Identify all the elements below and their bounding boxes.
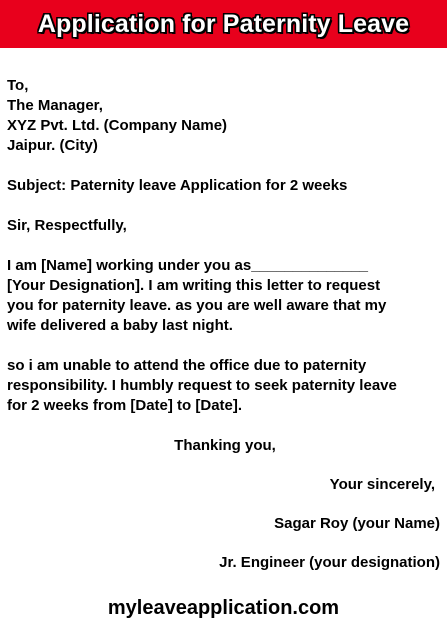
page-title: Application for Paternity Leave bbox=[37, 9, 410, 38]
letter-body bbox=[7, 76, 443, 573]
paragraph-one bbox=[7, 256, 443, 336]
paragraph-line: you for paternity leave. as you are well aware that my bbox=[7, 297, 387, 314]
subject-line: Subject: Paternity leave Application for 2 weeks bbox=[7, 177, 348, 194]
salutation: Sir, Respectfully, bbox=[7, 217, 127, 234]
paragraph-line: responsibility. I humbly request to seek paternity leave bbox=[7, 377, 397, 394]
website-footer: myleaveapplication.com bbox=[107, 597, 340, 619]
recipient-line: XYZ Pvt. Ltd. (Company Name) bbox=[7, 117, 228, 134]
paragraph-line: wife delivered a baby last night. bbox=[7, 317, 233, 334]
thanks-line: Thanking you, bbox=[174, 437, 276, 454]
recipient-line: The Manager, bbox=[7, 97, 103, 114]
recipient-line: Jaipur. (City) bbox=[7, 137, 98, 154]
paragraph-line: for 2 weeks from [Date] to [Date]. bbox=[7, 397, 243, 414]
paragraph-line: so i am unable to attend the office due to paternity bbox=[7, 357, 367, 374]
paragraph-line: I am [Name] working under you as______________ bbox=[7, 257, 369, 274]
paragraph-line: [Your Designation]. I am writing this letter to request bbox=[7, 277, 381, 294]
recipient-line: To, bbox=[7, 77, 29, 94]
title-banner bbox=[0, 0, 447, 48]
sender-designation: Jr. Engineer (your designation) bbox=[219, 554, 440, 571]
sign-off-line: Your sincerely, bbox=[329, 476, 435, 493]
paragraph-two bbox=[7, 356, 443, 416]
sender-name: Sagar Roy (your Name) bbox=[274, 515, 440, 532]
recipient-block bbox=[7, 76, 443, 156]
